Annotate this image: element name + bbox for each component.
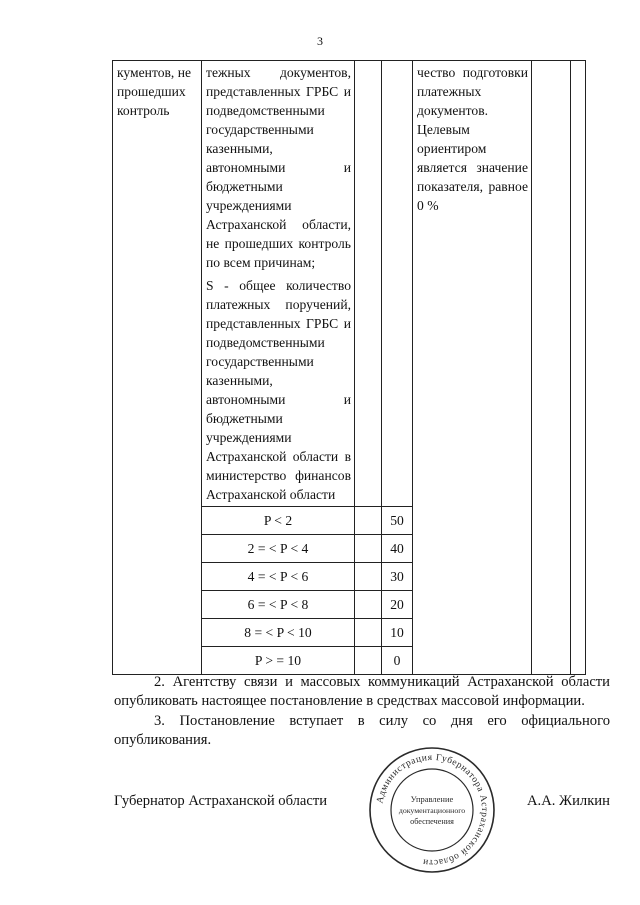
range-score: 10 bbox=[382, 619, 413, 647]
range-label: 4 = < P < 6 bbox=[202, 563, 355, 591]
indicator-name-text: кументов, не прошедших контроль bbox=[117, 65, 192, 118]
cell-empty bbox=[355, 647, 382, 675]
cell-empty bbox=[355, 61, 382, 507]
range-label: 6 = < P < 8 bbox=[202, 591, 355, 619]
range-score: 0 bbox=[382, 647, 413, 675]
indicator-table bbox=[112, 60, 586, 675]
range-label: P < 2 bbox=[202, 507, 355, 535]
paragraph-2: 2. Агентству связи и массовых коммуникаций Астраханской области опубликовать настоящее постановление в средствах массовой информации. bbox=[114, 674, 610, 709]
range-score: 30 bbox=[382, 563, 413, 591]
range-label: 8 = < P < 10 bbox=[202, 619, 355, 647]
cell-empty bbox=[355, 591, 382, 619]
page-number: 3 bbox=[317, 34, 323, 48]
cell-indicator-name bbox=[113, 61, 202, 675]
cell-empty bbox=[355, 507, 382, 535]
stamp-line-3: обеспечения bbox=[410, 817, 454, 826]
stamp-seal-icon bbox=[366, 744, 498, 876]
formula-s-description-text: S - общее количество платежных поручений, представленных ГРБС и подведомственными государственными казенными, автономными и бюджетными учреждениями Астраханской области в министерство финансов Астраханской области bbox=[206, 278, 351, 502]
range-score: 40 bbox=[382, 535, 413, 563]
paragraph-3: 3. Постановление вступает в силу со дня его официального опубликования. bbox=[114, 713, 610, 748]
stamp-line-2: документационного bbox=[398, 806, 466, 815]
cell-empty bbox=[355, 535, 382, 563]
range-score: 50 bbox=[382, 507, 413, 535]
range-label: P > = 10 bbox=[202, 647, 355, 675]
cell-formula-description bbox=[202, 61, 355, 507]
signatory-name: А.А. Жилкин bbox=[527, 793, 610, 809]
range-score: 20 bbox=[382, 591, 413, 619]
cell-empty bbox=[355, 563, 382, 591]
cell-empty bbox=[355, 619, 382, 647]
formula-description-text: тежных документов, представленных ГРБС и подведомственными государственными казенными, автономными и бюджетными учреждениями Астраханской области, не прошедших контроль по всем причинам; bbox=[206, 65, 351, 270]
signatory-position: Губернатор Астраханской области bbox=[114, 793, 328, 809]
range-label: 2 = < P < 4 bbox=[202, 535, 355, 563]
stamp-outer-text: Администрация Губернатора Астраханской области bbox=[375, 752, 490, 868]
cell-comment bbox=[413, 61, 532, 675]
official-stamp bbox=[366, 744, 498, 876]
cell-empty bbox=[382, 61, 413, 507]
stamp-line-1: Управление bbox=[410, 794, 454, 804]
cell-empty bbox=[571, 61, 586, 675]
table-row bbox=[113, 61, 586, 507]
cell-empty bbox=[532, 61, 571, 675]
comment-text: чество подготовки платежных документов. Целевым ориентиром является значение показателя, равное 0 % bbox=[417, 65, 528, 213]
